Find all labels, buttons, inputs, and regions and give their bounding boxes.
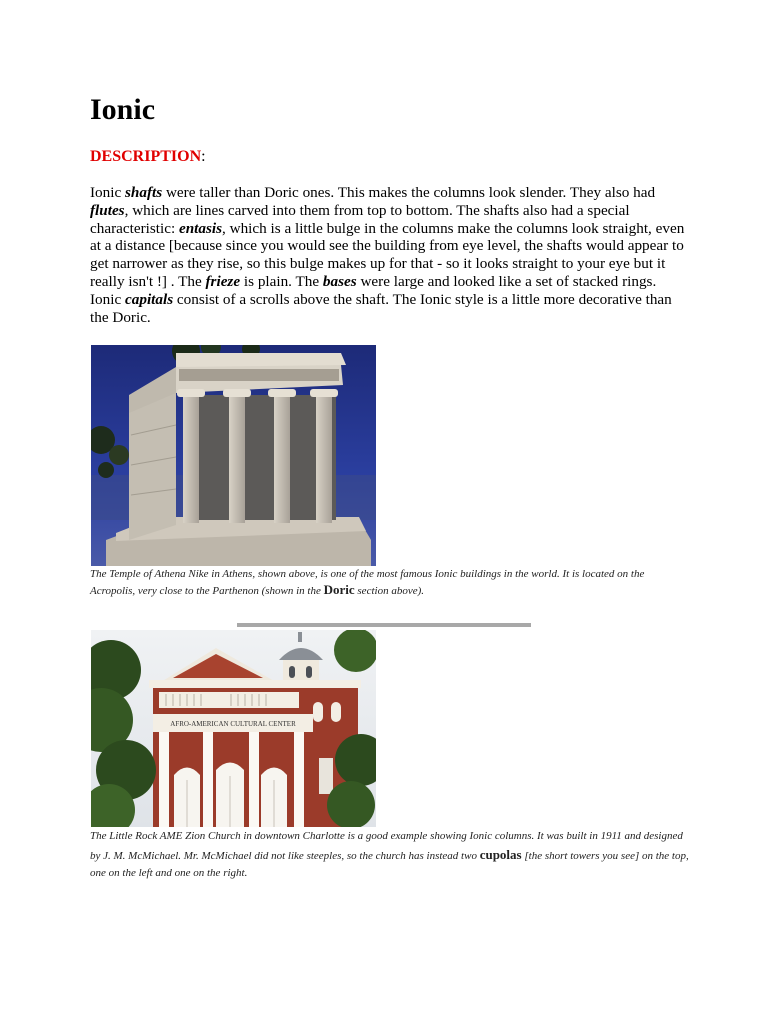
caption-term-cupolas: cupolas: [479, 846, 522, 862]
term-capitals: capitals: [125, 290, 174, 308]
caption-term-doric: Doric: [323, 582, 355, 597]
divider-rule: [237, 623, 531, 627]
caption-text-segment: The Temple of Athena Nike in Athens, shown above, is one of the most famous Ionic buildings in the world. It is located on the Acropolis, very close to the Parthenon (shown in the: [90, 568, 645, 597]
church-sign-text: AFRO-AMERICAN CULTURAL CENTER: [170, 720, 296, 728]
term-entasis: entasis: [178, 219, 223, 237]
body-text-segment: Ionic: [90, 184, 126, 201]
description-paragraph: [90, 184, 690, 326]
little-rock-church-photo: [91, 630, 376, 827]
caption-text-segment: [the short towers you see] on the top, one on the left and one on the right.: [90, 849, 689, 879]
body-text-segment: were large and looked like a set of stacked rings. Ionic: [90, 272, 657, 308]
description-heading: [90, 147, 206, 167]
term-shafts: shafts: [125, 184, 163, 201]
caption-text-segment: The Little Rock AME Zion Church in downtown Charlotte is a good example showing Ionic columns. It was built in 1911 and designed by J. M. McMichael. Mr. McMichael did not like steeples, so the church has instead two: [90, 830, 683, 862]
caption-text-segment: section above).: [354, 585, 424, 597]
term-bases: bases: [322, 272, 357, 290]
body-text-segment: , which is a little bulge in the columns make the columns look straight, even at a distance [because since you would see the building from eye level, the shafts would appear to get narrower as they rise, so this bulge makes up for that - so it looks straight to your eye but it really isn't !] . The: [90, 219, 685, 290]
body-text-segment: consist of a scrolls above the shaft. The Ionic style is a little more decorative than the Doric.: [90, 290, 672, 326]
temple-caption: [90, 566, 690, 599]
church-caption: [90, 828, 690, 883]
term-flutes: flutes: [90, 201, 125, 219]
body-text-segment: were taller than Doric ones. This makes the columns look slender. They also had: [162, 184, 656, 201]
description-colon: :: [201, 148, 206, 165]
page-title: Ionic: [90, 93, 156, 126]
body-text-segment: , which are lines carved into them from top to bottom. The shafts also had a special characteristic:: [90, 201, 630, 237]
temple-athena-nike-photo: [91, 345, 376, 566]
term-frieze: frieze: [205, 272, 241, 290]
body-text-segment: is plain. The: [240, 272, 323, 290]
description-label: DESCRIPTION: [90, 148, 202, 165]
